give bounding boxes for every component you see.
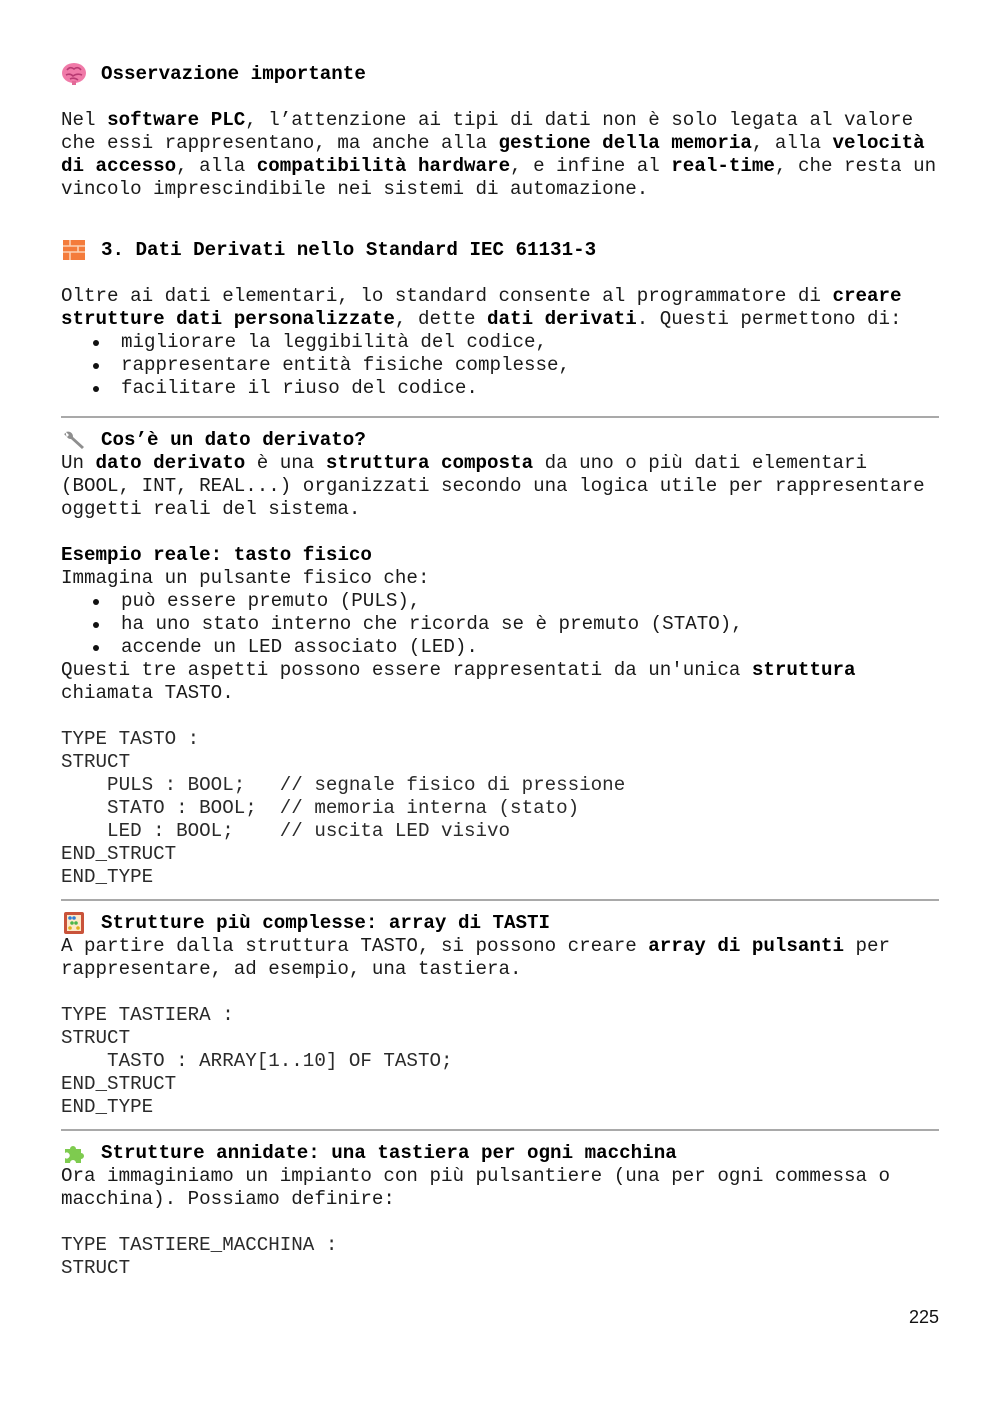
list-item: rappresentare entità fisiche complesse, xyxy=(121,354,939,377)
paragraph xyxy=(61,285,939,331)
list-item: può essere premuto (PULS), xyxy=(121,590,939,613)
section-heading-arrays xyxy=(61,911,939,935)
bold-text: gestione della memoria xyxy=(498,132,752,154)
text-run: , alla xyxy=(176,155,257,177)
section-heading-derived-data xyxy=(61,238,939,262)
paragraph xyxy=(61,109,939,201)
bold-text: dati derivati xyxy=(487,308,637,330)
bold-text: real-time xyxy=(671,155,775,177)
page-number: 225 xyxy=(908,1307,939,1327)
section-heading-what-is-derived xyxy=(61,428,939,452)
list-item: facilitare il riuso del codice. xyxy=(121,377,939,400)
text-run: Questi tre aspetti possono essere rappresentati da un'unica xyxy=(61,659,752,681)
brain-icon xyxy=(61,62,87,86)
text-run: Oltre ai dati elementari, lo standard consente al programmatore di xyxy=(61,285,833,307)
text-run: per rappresentare, ad esempio, una tastiera. xyxy=(61,935,891,980)
code-block-tastiera: TYPE TASTIERA : STRUCT TASTO : ARRAY[1..10] OF TASTO; END_STRUCT END_TYPE xyxy=(61,1004,453,1118)
text-run: , alla xyxy=(751,132,833,154)
text-run: , l’attenzione ai tipi di dati non è solo legata al valore che essi rappresentano, ma anche alla xyxy=(61,109,914,154)
bold-text: struttura composta xyxy=(325,452,534,474)
bold-text: struttura xyxy=(751,659,856,681)
code-block-tasto: TYPE TASTO : STRUCT PULS : BOOL; // segnale fisico di pressione STATO : BOOL; // memoria interna (stato) LED : BOOL; // uscita LED visivo END_STRUCT END_TYPE xyxy=(61,728,626,888)
text-run: Un xyxy=(61,452,96,474)
bold-text: array di pulsanti xyxy=(648,935,844,957)
list-item: ha uno stato interno che ricorda se è premuto (STATO), xyxy=(121,613,939,636)
text-run: A partire dalla struttura TASTO, si possono creare xyxy=(61,935,649,957)
example-title: Esempio reale: tasto fisico xyxy=(61,544,372,566)
text-run: . Questi permettono di: xyxy=(636,308,902,330)
bold-text: compatibilità hardware xyxy=(256,155,511,177)
list-item: migliorare la leggibilità del codice, xyxy=(121,331,939,354)
divider xyxy=(61,899,939,901)
section-title: Strutture più complesse: array di TASTI xyxy=(101,911,551,934)
text-run: , e infine al xyxy=(510,155,672,177)
bold-text: velocità di accesso xyxy=(61,132,925,177)
text-run: , dette xyxy=(394,308,488,330)
section-title: Cos’è un dato derivato? xyxy=(101,428,366,451)
text-run: Ora immaginiamo un impianto con più pulsantiere (una per ogni commessa o macchina). Possiamo definire: xyxy=(61,1165,891,1210)
divider xyxy=(61,1129,939,1131)
paragraph xyxy=(61,1165,939,1211)
paragraph xyxy=(61,935,939,981)
section-heading-observation xyxy=(61,62,939,86)
bullet-list xyxy=(61,590,939,659)
puzzle-icon xyxy=(61,1141,87,1165)
bold-text: creare strutture dati personalizzate xyxy=(61,285,902,330)
bullet-list xyxy=(61,331,939,400)
section-title: 3. Dati Derivati nello Standard IEC 61131-3 xyxy=(101,238,597,261)
paragraph xyxy=(61,659,939,705)
section-title: Osservazione importante xyxy=(101,62,366,85)
section-heading-nested xyxy=(61,1141,939,1165)
example-intro: Immagina un pulsante fisico che: xyxy=(61,567,430,589)
paragraph xyxy=(61,452,939,521)
bold-text: dato derivato xyxy=(95,452,246,474)
text-run: chiamata TASTO. xyxy=(61,682,234,704)
bricks-icon xyxy=(61,238,87,262)
list-item: accende un LED associato (LED). xyxy=(121,636,939,659)
divider xyxy=(61,416,939,418)
text-run: da uno o più dati elementari (BOOL, INT, REAL...) organizzati secondo una logica utile per rappresentare oggetti reali del sistema. xyxy=(61,452,925,520)
bold-text: software PLC xyxy=(107,109,246,131)
section-title: Strutture annidate: una tastiera per ogni macchina xyxy=(101,1141,677,1164)
wrench-icon xyxy=(61,428,87,452)
text-run: Nel xyxy=(61,109,108,131)
text-run: , che resta un vincolo imprescindibile nei sistemi di automazione. xyxy=(61,155,937,200)
code-block-tastiere-macchina: TYPE TASTIERE_MACCHINA : STRUCT xyxy=(61,1234,338,1279)
abacus-icon xyxy=(61,911,87,935)
document-page xyxy=(61,62,939,1280)
text-run: è una xyxy=(245,452,326,474)
